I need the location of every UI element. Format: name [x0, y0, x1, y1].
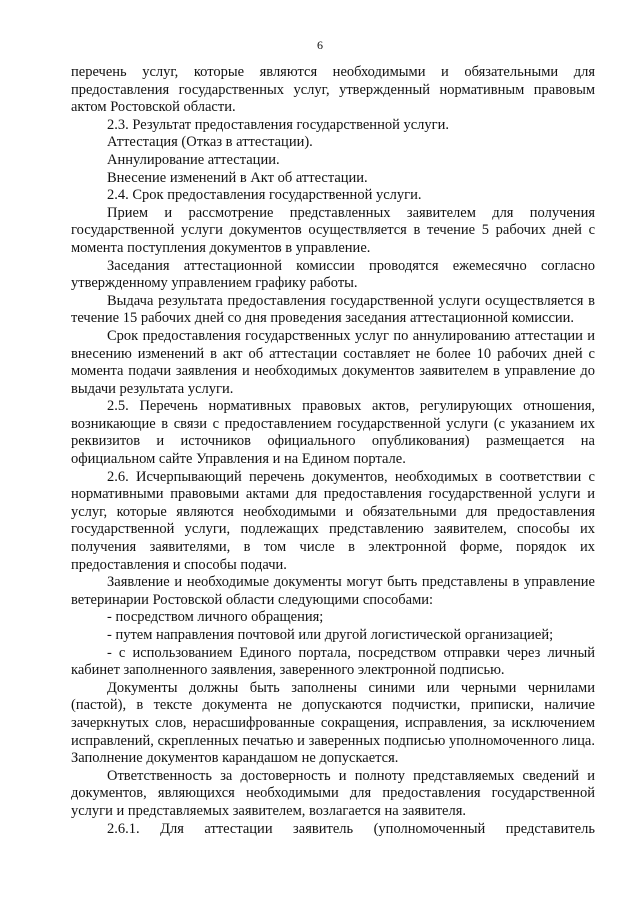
paragraph-services-list: перечень услуг, которые являются необходимыми и обязательными для предоставления государственных услуг, утвержденный нормативным правовым актом Ростовской области.: [71, 64, 595, 116]
paragraph-section-2-4-heading: 2.4. Срок предоставления государственной услуги.: [107, 187, 422, 204]
document-body: [71, 64, 595, 838]
paragraph-section-2-3-heading: 2.3. Результат предоставления государственной услуги.: [107, 116, 449, 133]
paragraph-result-attestation: Аттестация (Отказ в аттестации).: [107, 134, 313, 151]
paragraph-result-amendments: Внесение изменений в Акт об аттестации.: [107, 169, 368, 186]
page-number: 6: [317, 38, 323, 52]
list-item-postal-delivery: - путем направления почтовой или другой логистической организацией;: [107, 627, 554, 643]
list-item-unified-portal: - с использованием Единого портала, посредством отправки через личный кабинет заполненного заявления, заверенного электронной подписью.: [71, 644, 595, 679]
paragraph-issuance-term: Выдача результата предоставления государственной услуги осуществляется в течение 15 рабочих дней со дня проведения заседания аттестационной комиссии.: [71, 292, 595, 327]
paragraph-commission-meetings: Заседания аттестационной комиссии проводятся ежемесячно согласно утвержденному управлением графику работы.: [71, 257, 595, 292]
paragraph-annulment-term: Срок предоставления государственных услуг по аннулированию аттестации и внесению изменений в акт об аттестации составляет не более 10 рабочих дней с момента подачи заявления и необходимых документов заявителем в управление до выдачи результата услуги.: [71, 327, 595, 397]
paragraph-filling-requirements: Документы должны быть заполнены синими или черными чернилами (пастой), в тексте документа не допускаются подчистки, приписки, наличие зачеркнутых слов, нерасшифрованные сокращения, исправления, за исключением исправлений, скрепленных печатью и заверенных подписью уполномоченного лица. Заполнение документов карандашом не допускается.: [71, 679, 595, 767]
list-item-personal-visit: - посредством личного обращения;: [107, 609, 324, 626]
paragraph-section-2-6-1: 2.6.1. Для аттестации заявитель (уполномоченный представитель: [107, 820, 595, 837]
paragraph-result-annulment: Аннулирование аттестации.: [107, 151, 280, 168]
paragraph-responsibility: Ответственность за достоверность и полноту представляемых сведений и документов, являющихся необходимыми для предоставления государственной услуги и представляемых заявителем, возлагается на заявителя.: [71, 767, 595, 819]
paragraph-section-2-5: 2.5. Перечень нормативных правовых актов, регулирующих отношения, возникающие в связи с предоставлением государственной услуги (с указанием их реквизитов и источников официального опубликования) размещается на официальном сайте Управления и на Едином портале.: [71, 398, 595, 468]
paragraph-section-2-6: 2.6. Исчерпывающий перечень документов, необходимых в соответствии с нормативными правовыми актами для предоставления государственной услуги и услуг, которые являются необходимыми и обязательными для предоставления государственной услуги, подлежащих представлению заявителем, способы их получения заявителями, в том числе в электронной форме, порядок их предоставления и способы подачи.: [71, 468, 595, 573]
paragraph-submission-methods: Заявление и необходимые документы могут быть представлены в управление ветеринарии Ростовской области следующими способами:: [71, 574, 595, 608]
paragraph-review-term: Прием и рассмотрение представленных заявителем для получения государственной услуги документов осуществляется в течение 5 рабочих дней с момента поступления документов в управление.: [71, 204, 595, 256]
